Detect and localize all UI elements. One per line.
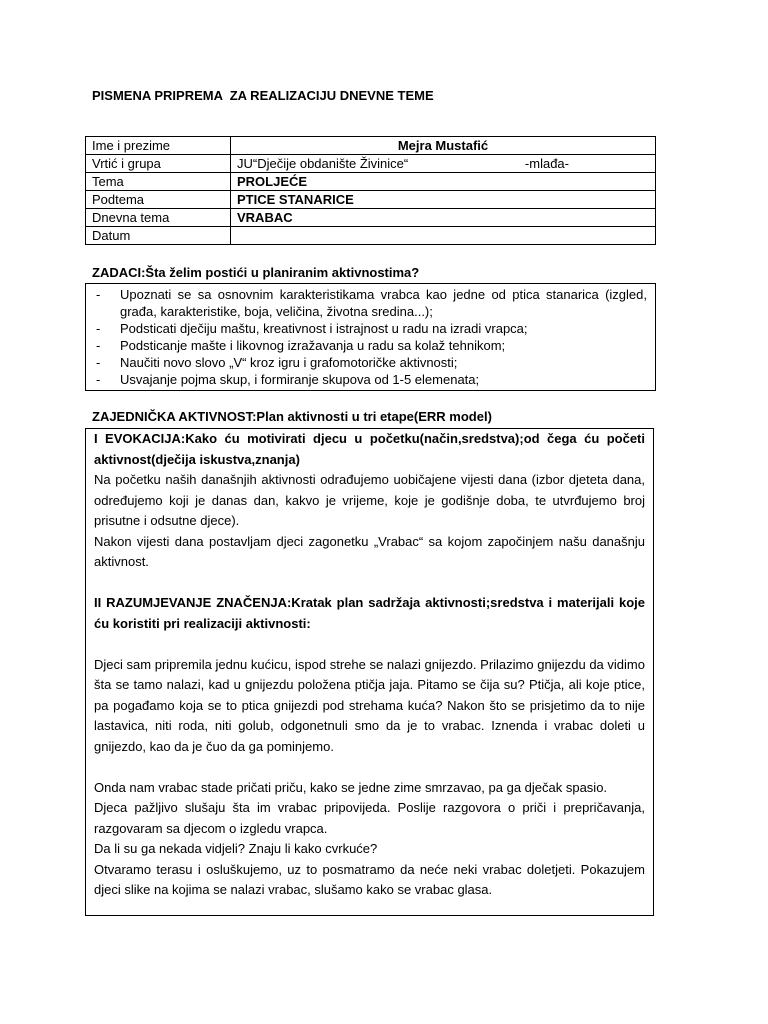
table-row	[86, 155, 656, 173]
row-label: Tema	[86, 173, 231, 191]
tasks-box	[85, 283, 656, 391]
understanding-heading: II RAZUMJEVANJE ZNAČENJA:Kratak plan sadržaja aktivnosti;sredstva i materijali koje ću koristiti pri realizaciji aktivnosti:	[94, 595, 645, 631]
row-label: Datum	[86, 227, 231, 245]
evocation-heading: I EVOKACIJA:Kako ću motivirati djecu u početku(način,sredstva);od čega ću početi aktivnost(dječija iskustva,znanja)	[94, 431, 645, 467]
info-table	[85, 136, 656, 245]
tasks-heading: ZADACI:Šta želim postići u planiranim aktivnostima?	[92, 265, 420, 280]
paragraph: Da li su ga nekada vidjeli? Znaju li kako cvrkuće?	[94, 841, 378, 856]
paragraph: Djeci sam pripremila jednu kućicu, ispod strehe se nalazi gnijezdo. Prilazimo gnijezdu da vidimo šta se tamo nalazi, kad u gnijezdu položena ptičja jaja. Pitamo se čija su? Ptičja, ali koje ptice, pa pogađamo koja se to ptica gnijezdi pod strehama kuća? Nakon što se prisjetimo da to nije lastavica, niti roda, niti golub, odgonetnuli smo da je to vrabac. Iznenda i vrabac doleti u gnijezdo, kao da je čuo da ga pominjemo.	[94, 656, 645, 754]
document-title: PISMENA PRIPREMA ZA REALIZACIJU DNEVNE TEME	[92, 88, 434, 103]
activity-box	[85, 428, 654, 916]
paragraph: Onda nam vrabac stade pričati priču, kako se jedne zime smrzavao, pa ga dječak spasio.	[94, 779, 608, 795]
list-item: - Podsticanje mašte i likovnog izražavanja u radu sa kolaž tehnikom;	[94, 337, 647, 354]
activity-heading: ZAJEDNIČKA AKTIVNOST:Plan aktivnosti u tri etape(ERR model)	[92, 409, 492, 424]
spacer	[94, 634, 645, 655]
table-row	[86, 191, 656, 209]
spacer	[94, 757, 645, 778]
paragraph: Na početku naših današnjih aktivnosti odrađujemo uobičajene vijesti dana (izbor djeteta dana, određujemo koji je danas dan, kakvo je vrijeme, koje je godišnje doba, te utvrđujemo broj prisutne i odsutne djece).	[94, 472, 645, 528]
table-row	[86, 137, 656, 155]
row-value: PTICE STANARICE	[231, 191, 656, 209]
group-name: -mlađa-	[524, 156, 569, 171]
row-value	[231, 137, 656, 155]
tasks-list	[86, 284, 655, 388]
row-label: Ime i prezime	[86, 137, 231, 155]
table-row	[86, 227, 656, 245]
spacer	[94, 573, 645, 594]
paragraph: Otvaramo terasu i osluškujemo, uz to posmatramo da neće neki vrabac doletjeti. Pokazujem djeci slike na kojima se nalazi vrabac, slušamo kako se vrabac glasa.	[94, 861, 645, 897]
row-value: VRABAC	[231, 209, 656, 227]
list-item: - Usvajanje pojma skup, i formiranje skupova od 1-5 elemenata;	[94, 371, 647, 388]
row-value	[231, 227, 656, 245]
table-row	[86, 209, 656, 227]
row-label: Dnevna tema	[86, 209, 231, 227]
list-item: - Podsticati dječiju maštu, kreativnost i istrajnost u radu na izradi vrapca;	[94, 320, 647, 337]
list-item: - Upoznati se sa osnovnim karakteristikama vrabca kao jedne od ptica stanarica (izgled, građa, karakteristike, boja, veličina, životna sredina...);	[94, 286, 647, 320]
list-item: - Naučiti novo slovo „V“ kroz igru i grafomotoričke aktivnosti;	[94, 354, 647, 371]
table-row	[86, 173, 656, 191]
paragraph: Djeca pažljivo slušaju šta im vrabac pripovijeda. Poslije razgovora o priči i prepričavanja, razgovaram sa djecom o izgledu vrapca.	[94, 800, 645, 836]
kindergarten-name: JU“Dječije obdanište Živinice“	[237, 156, 409, 171]
teacher-name: Mejra Mustafić	[397, 138, 489, 153]
row-label: Vrtić i grupa	[86, 155, 231, 173]
paragraph: Nakon vijesti dana postavljam djeci zagonetku „Vrabac“ sa kojom započinjem našu današnju aktivnost.	[94, 533, 645, 569]
row-value: PROLJEĆE	[231, 173, 656, 191]
row-value	[231, 155, 656, 173]
row-label: Podtema	[86, 191, 231, 209]
